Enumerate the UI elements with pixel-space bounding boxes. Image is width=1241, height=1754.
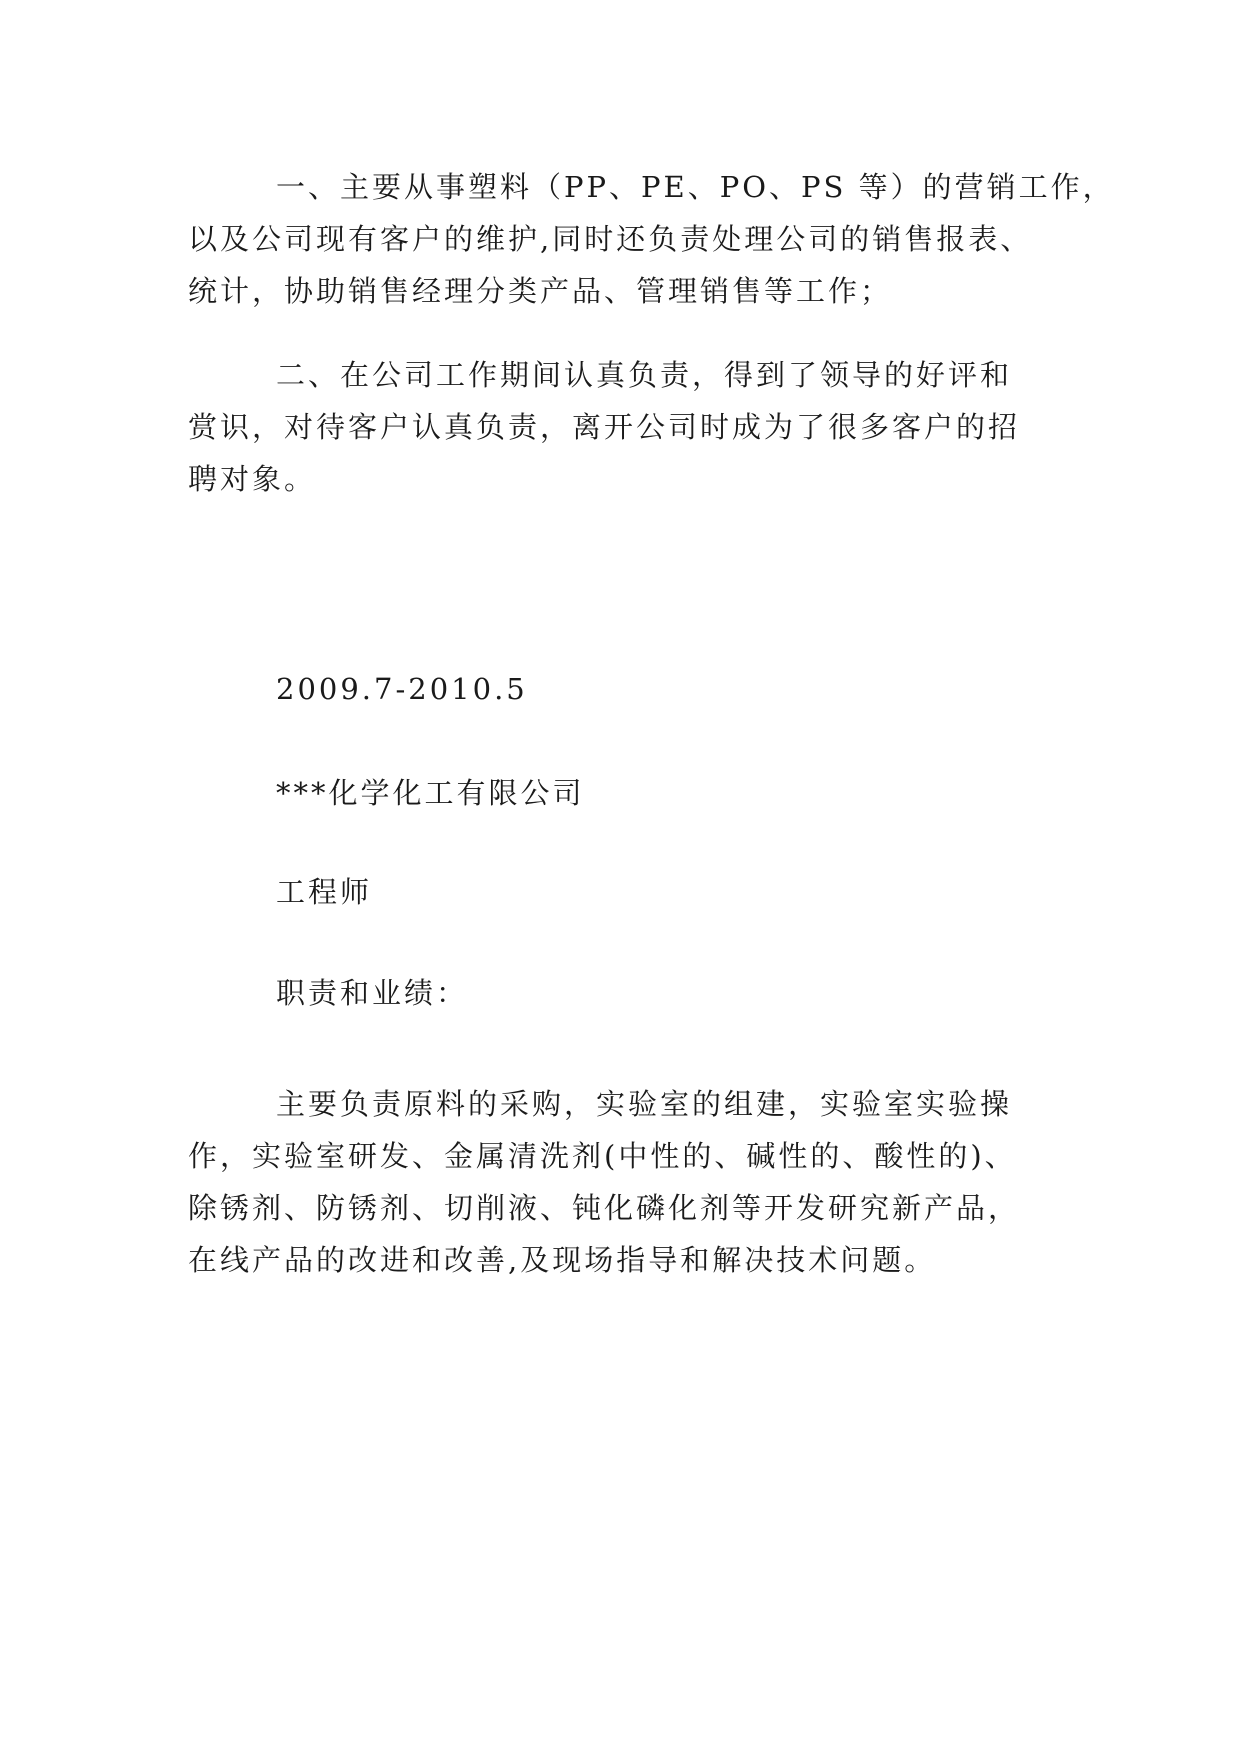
paragraph-engineer-duties (188, 1078, 1088, 1286)
text-line: 在线产品的改进和改善,及现场指导和解决技术问题。 (188, 1243, 937, 1277)
text-line: 聘对象。 (188, 462, 317, 496)
job-period: 2009.7-2010.5 (276, 672, 528, 706)
text-line: 作，实验室研发、金属清洗剂(中性的、碱性的、酸性的)、 (188, 1139, 1017, 1173)
text-line: 赏识，对待客户认真负责，离开公司时成为了很多客户的招 (188, 410, 1021, 444)
paragraph-performance (188, 349, 1088, 505)
paragraph-sales-duties (188, 161, 1115, 317)
text-line: 二、在公司工作期间认真负责，得到了领导的好评和 (276, 358, 1013, 392)
text-line: 以及公司现有客户的维护,同时还负责处理公司的销售报表、 (188, 222, 1033, 256)
job-title: 工程师 (276, 875, 373, 909)
text-line: 统计，协助销售经理分类产品、管理销售等工作； (188, 274, 893, 308)
text-line: 主要负责原料的采购，实验室的组建，实验室实验操 (276, 1087, 1013, 1121)
company-name: ***化学化工有限公司 (276, 776, 585, 810)
text-line: 一、主要从事塑料（PP、PE、PO、PS 等）的营销工作， (276, 170, 1115, 204)
text-line: 除锈剂、防锈剂、切削液、钝化磷化剂等开发研究新产品， (188, 1191, 1021, 1225)
duties-heading: 职责和业绩： (276, 976, 469, 1010)
